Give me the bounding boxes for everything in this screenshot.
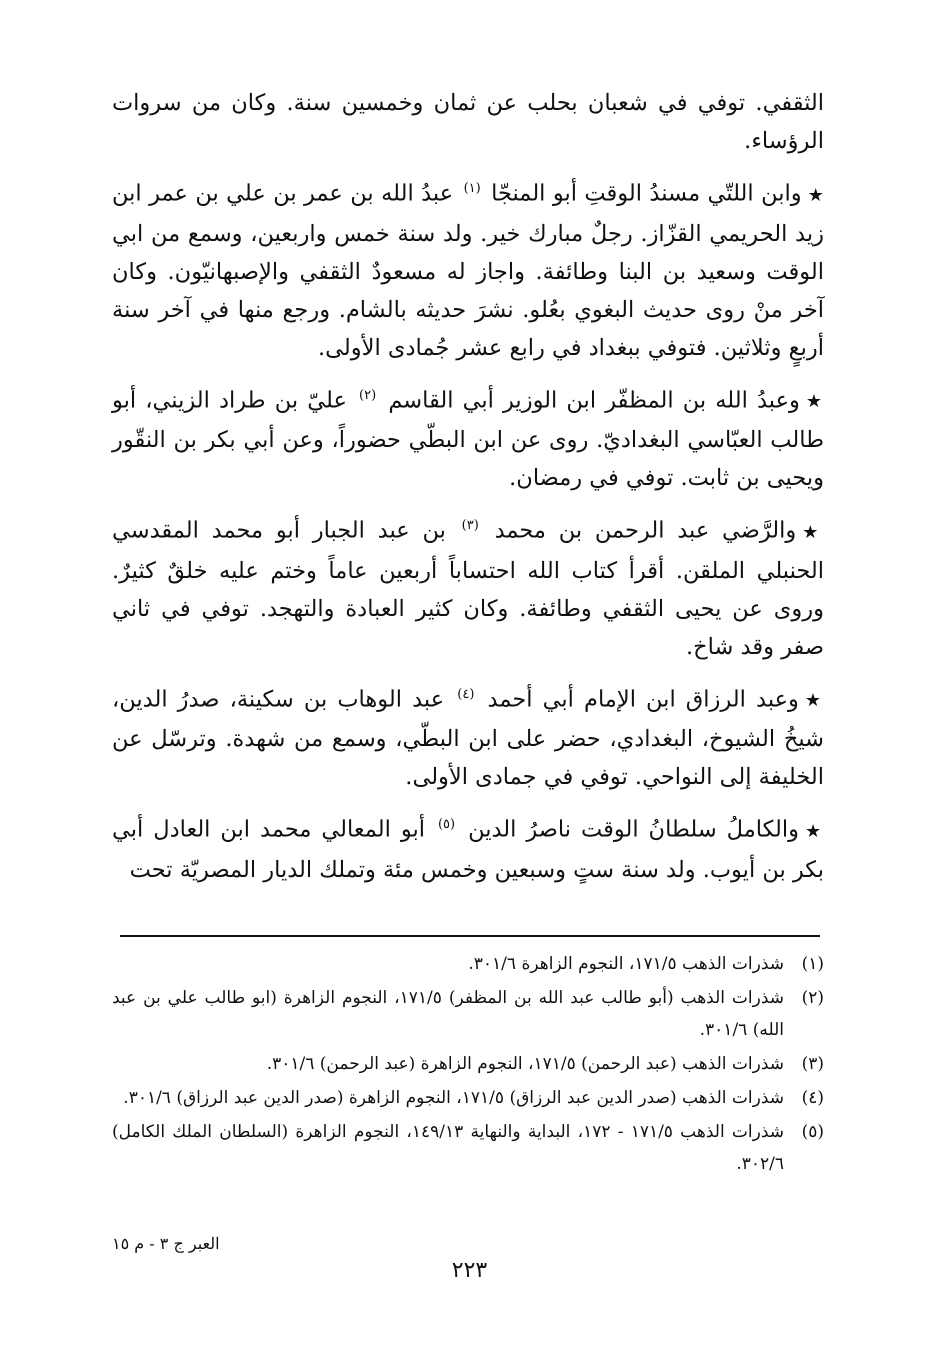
paragraph-4 bbox=[112, 676, 824, 797]
footnote-number: (١) bbox=[801, 954, 824, 974]
star-icon: ★ bbox=[805, 391, 825, 412]
footnote-ref-4: (٤) bbox=[457, 686, 475, 702]
footnote-divider bbox=[120, 935, 820, 937]
main-text bbox=[112, 84, 824, 899]
footnote-4 bbox=[112, 1082, 824, 1114]
paragraph-2-lead: وعبدُ الله بن المظفّر ابن الوزير أبي القاسم bbox=[388, 387, 800, 413]
footnote-number: (٤) bbox=[801, 1088, 824, 1108]
footnote-ref-5: (٥) bbox=[437, 817, 456, 832]
paragraph-0: الثقفي. توفي في شعبان بحلب عن ثمان وخمسين سنة. وكان من سروات الرؤساء. bbox=[112, 90, 824, 154]
footnote-text: شذرات الذهب ١٧١/٥، النجوم الزاهرة ٣٠١/٦. bbox=[468, 954, 784, 974]
footnote-3 bbox=[112, 1048, 824, 1080]
footnote-text: شذرات الذهب ١٧١/٥ - ١٧٢، البداية والنهاية ١٤٩/١٣، النجوم الزاهرة (السلطان الملك الكامل) ٣٠٢/٦. bbox=[112, 1122, 784, 1174]
footnote-text: شذرات الذهب (أبو طالب عبد الله بن المظفر) ١٧١/٥، النجوم الزاهرة (ابو طالب علي بن عبد الله) ٣٠١/٦. bbox=[112, 988, 784, 1040]
paragraph-2-body: عليّ بن طراد الزيني، أبو طالب العبّاسي البغداديّ. روى عن ابن البطّي حضوراً، وعن أبي بكر بن النقّور ويحيى بن ثابت. توفي في رمضان. bbox=[112, 387, 824, 491]
footnotes bbox=[112, 948, 824, 1182]
paragraph-3-lead: والرَّضي عبد الرحمن بن محمد bbox=[494, 517, 797, 544]
footnote-number: (٢) bbox=[801, 988, 824, 1008]
star-icon: ★ bbox=[807, 184, 824, 206]
paragraph-5-lead: والكاملُ سلطانُ الوقت ناصرُ الدين bbox=[468, 816, 800, 843]
footnote-2 bbox=[112, 982, 824, 1046]
star-icon: ★ bbox=[805, 820, 824, 842]
paragraph-4-lead: وعبد الرزاق ابن الإمام أبي أحمد bbox=[487, 686, 799, 712]
footnote-ref-2: (٢) bbox=[359, 387, 377, 403]
footnote-text: شذرات الذهب (صدر الدين عبد الرزاق) ١٧١/٥، النجوم الزاهرة (صدر الدين عبد الرزاق) ٣٠١/٦. bbox=[123, 1088, 784, 1108]
footnote-number: (٣) bbox=[801, 1054, 824, 1074]
footnote-text: شذرات الذهب (عبد الرحمن) ١٧١/٥، النجوم الزاهرة (عبد الرحمن) ٣٠١/٦. bbox=[266, 1054, 784, 1074]
paragraph-3-body: بن عبد الجبار أبو محمد المقدسي الحنبلي الملقن. أقرأ كتاب الله احتساباً أربعين عاماً وختم عليه خلقٌ كثيرٌ. وروى عن يحيى الثقفي وطائفة. وكان كثير العبادة والتهجد. توفي في ثاني صفر وقد شاخ. bbox=[112, 517, 824, 660]
paragraph-5 bbox=[112, 806, 824, 889]
paragraph-3 bbox=[112, 507, 824, 666]
paragraph-4-body: عبد الوهاب بن سكينة، صدرُ الدين، شيخُ الشيوخ، البغدادي، حضر على ابن البطّي، وسمع من شهدة. وترسّل عن الخليفة إلى النواحي. توفي في جمادى الأولى. bbox=[112, 686, 824, 790]
star-icon: ★ bbox=[804, 690, 825, 711]
footnote-ref-1: (١) bbox=[463, 181, 481, 196]
footnote-ref-3: (٣) bbox=[461, 518, 479, 533]
footnote-5 bbox=[112, 1116, 824, 1180]
paragraph-2 bbox=[112, 377, 824, 498]
paragraph-1 bbox=[112, 170, 824, 367]
footnote-1 bbox=[112, 948, 824, 980]
star-icon: ★ bbox=[802, 521, 825, 543]
paragraph-5-body: أبو المعالي محمد ابن العادل أبي بكر بن أيوب. ولد سنة ستٍ وسبعين وخمس مئة وتملك الديار المصريّة تحت bbox=[112, 816, 824, 883]
footnote-number: (٥) bbox=[801, 1122, 824, 1142]
signature-mark: العبر ج ٣ - م ١٥ bbox=[112, 1234, 220, 1253]
page-number: ٢٢٣ bbox=[451, 1258, 488, 1283]
paragraph-1-body: عبدُ الله بن عمر بن علي بن عمر ابن زيد الحريمي القزّاز. رجلٌ مبارك خير. ولد سنة خمس واربعين، وسمع من ابي الوقت وسعيد بن البنا وطائفة. واجاز له مسعودٌ الثقفي والإصبهانيّون. وكان آخر منْ روى حديث البغوي بعُلو. نشرَ حديثه بالشام. ورجع منها في آخر سنة أربعٍ وثلاثين. فتوفي ببغداد في رابع عشر جُمادى الأولى. bbox=[112, 180, 824, 361]
paragraph-1-lead: وابن اللتّي مسندُ الوقتِ أبو المنجّا bbox=[491, 180, 802, 207]
